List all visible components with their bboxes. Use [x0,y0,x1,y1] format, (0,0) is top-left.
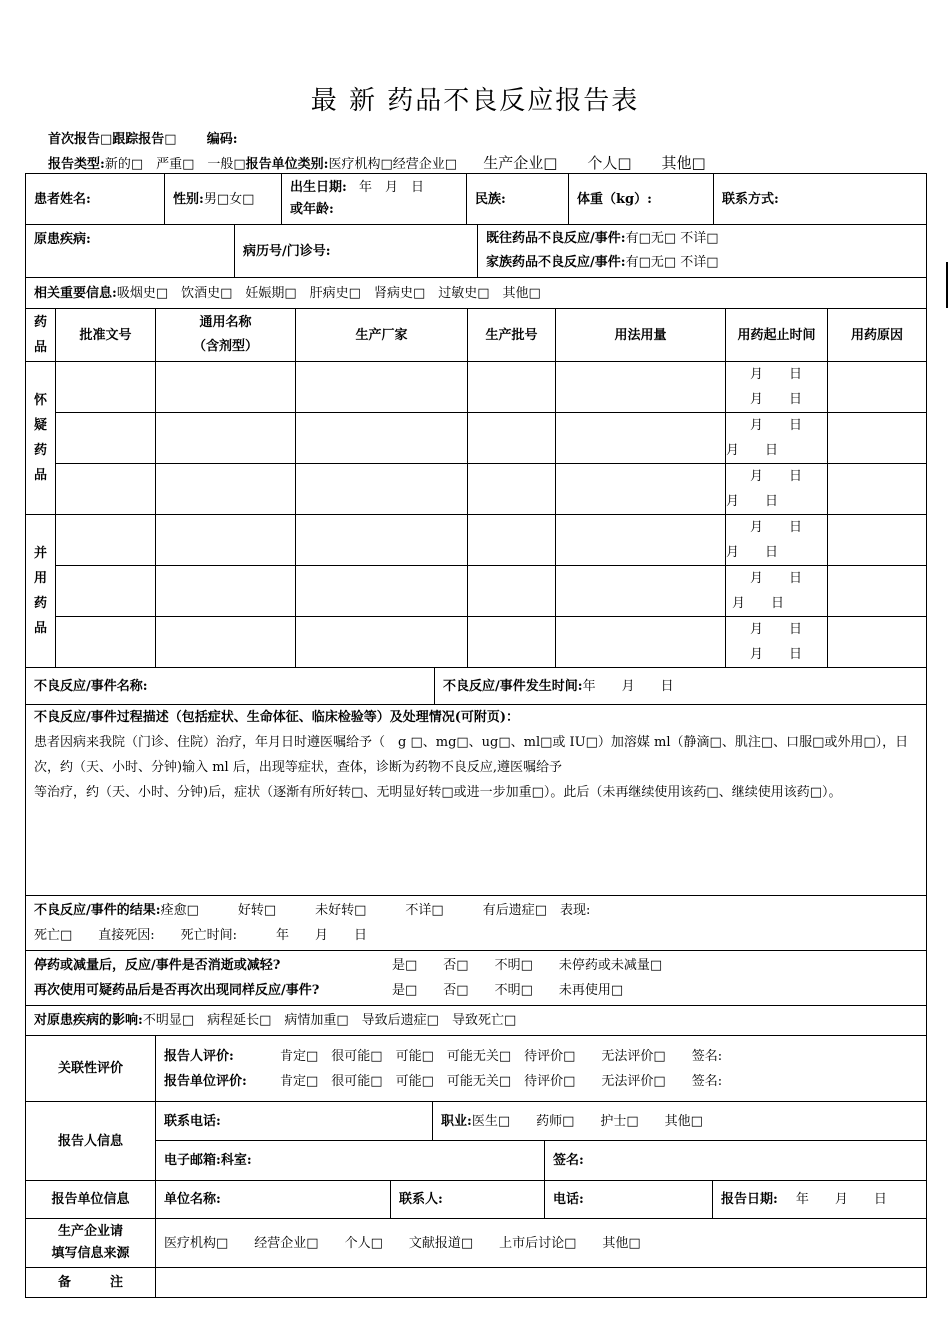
result-options[interactable]: 痊愈□ 好转□ 未好转□ 不详□ 有后遗症□ 表现: [160,903,591,918]
history-label: 相关重要信息: [34,285,117,301]
drug-date-cell[interactable]: 月 日 月 日 [726,566,828,617]
disease-label: 原患疾病: [26,225,235,277]
past-adr-options[interactable]: 有□无□ 不详□ [625,231,719,246]
sex-options[interactable]: 男□女□ [203,191,255,207]
remarks-label: 备 注 [26,1268,156,1298]
impact-label: 对原患疾病的影响: [34,1013,143,1028]
drug-cell[interactable] [156,566,296,617]
ethnic-label: 民族: [467,174,569,224]
unit-contact-label[interactable]: 联系人: [391,1181,545,1218]
drug-date-cell[interactable]: 月 日 月 日 [726,617,828,668]
form-title: 最 新 药品不良反应报告表 [310,86,640,116]
reaction-name-label: 不良反应/事件名称: [26,668,435,704]
drug-cell[interactable] [828,413,927,464]
drug-cell[interactable] [468,566,556,617]
drug-cell[interactable] [156,413,296,464]
rechallenge-options[interactable]: 是□ 否□ 不明□ 未再使用□ [392,983,624,998]
drug-cell[interactable] [296,413,468,464]
drug-cell[interactable] [56,362,156,413]
reaction-desc-label: 不良反应/事件过程描述（包括症状、生命体征、临床检验等）及处理情况(可附页)： [34,710,520,725]
family-adr-label: 家族药品不良反应/事件: [486,255,626,270]
col-approval: 批准文号 [56,309,156,362]
drug-cell[interactable] [156,362,296,413]
reporter-phone-label[interactable]: 联系电话: [156,1102,433,1140]
drug-cell[interactable] [56,464,156,515]
report-unit-label: 报告单位类别: [245,157,329,172]
report-date-fill[interactable]: 年 月 日 [795,1192,887,1207]
col-maker: 生产厂家 [296,309,468,362]
evaluation-label: 关联性评价 [26,1036,156,1102]
unit-eval-label: 报告单位评价: [164,1073,247,1089]
drug-cell[interactable] [56,566,156,617]
drug-cell[interactable] [468,413,556,464]
drug-cell[interactable] [468,464,556,515]
drug-cell[interactable] [556,362,726,413]
record-number-label: 病历号/门诊号: [235,225,478,277]
reaction-time-label: 不良反应/事件发生时间: [443,678,583,694]
source-label-2: 填写信息来源 [51,1246,130,1261]
report-type-label: 报告类型: [48,157,105,172]
code-label: 编码: [206,132,238,147]
drug-date-cell[interactable]: 月 日 月 日 [726,413,828,464]
report-date-label: 报告日期: [721,1192,778,1207]
drug-cell[interactable] [156,617,296,668]
col-batch: 生产批号 [468,309,556,362]
drug-cell[interactable] [556,617,726,668]
unit-phone-label[interactable]: 电话: [545,1181,713,1218]
col-time: 用药起止时间 [726,309,828,362]
drug-cell[interactable] [468,617,556,668]
drug-cell[interactable] [296,515,468,566]
reporter-info-label: 报告人信息 [26,1102,156,1181]
drug-cell[interactable] [56,617,156,668]
reporter-email-label[interactable]: 电子邮箱: [164,1153,221,1168]
edge-mark [946,262,948,308]
col-reason: 用药原因 [828,309,927,362]
concomitant-drug-label: 并 用 药 品 [26,515,56,668]
report-kind[interactable]: 首次报告□跟踪报告□ [48,132,177,147]
report-type-options[interactable]: 新的□ 严重□ 一般□ [104,157,246,172]
drug-cell[interactable] [56,413,156,464]
report-unit-more-options[interactable]: 生产企业□ 个人□ 其他□ [483,154,706,172]
drug-cell[interactable] [156,464,296,515]
contact-label: 联系方式: [722,191,779,207]
drug-cell[interactable] [556,515,726,566]
drug-date-cell[interactable]: 月 日 月 日 [726,464,828,515]
drug-cell[interactable] [556,464,726,515]
birth-date-fill[interactable]: 年 月 日 [358,180,424,195]
header-line-1 [48,128,238,147]
col-generic-sub: （含剂型） [192,339,258,354]
drug-cell[interactable] [468,515,556,566]
weight-label: 体重（kg）: [569,174,714,224]
reporter-eval-label: 报告人评价: [164,1048,234,1064]
dechallenge-question: 停药或减量后，反应/事件是否消逝或减轻? [34,958,281,973]
death-line[interactable]: 死亡□ 直接死因: 死亡时间: 年 月 日 [34,928,368,943]
drug-cell[interactable] [828,515,927,566]
reporter-job-options[interactable]: 医生□ 药师□ 护士□ 其他□ [471,1113,703,1129]
reporter-job-label: 职业: [441,1113,472,1129]
source-options[interactable]: 医疗机构□ 经营企业□ 个人□ 文献报道□ 上市后讨论□ 其他□ [156,1219,927,1268]
header-line-2 [48,152,706,173]
drug-cell[interactable] [56,515,156,566]
unit-name-label[interactable]: 单位名称: [156,1181,391,1218]
result-label: 不良反应/事件的结果: [34,903,161,918]
reaction-desc-paragraph-1[interactable]: 患者因病来我院（门诊、住院）治疗，年月日时遵医嘱给予（ g □、mg□、ug□、ml□或 IU□）加溶媒 ml（静滴□、肌注□、口服□或外用□），日次，约（天、小时、分钟)输入 ml 后，出现等症状，查体，诊断为药物不良反应,遵医嘱给予 [34,735,909,775]
drug-cell[interactable] [828,566,927,617]
reporter-dept-label[interactable]: 科室: [220,1153,252,1168]
rechallenge-question: 再次使用可疑药品后是否再次出现同样反应/事件? [34,983,320,998]
suspect-drug-label: 怀 疑 药 品 [26,362,56,515]
drug-cell[interactable] [296,617,468,668]
drug-cell[interactable] [828,362,927,413]
past-adr-label: 既往药品不良反应/事件: [486,231,626,246]
col-usage: 用法用量 [556,309,726,362]
drug-cell[interactable] [156,515,296,566]
drug-cell[interactable] [296,362,468,413]
birth-date-label: 出生日期: [290,180,347,195]
source-label-1: 生产企业请 [57,1224,123,1239]
drug-cell[interactable] [468,362,556,413]
drug-date-cell[interactable]: 月 日 月 日 [726,362,828,413]
sex-label: 性别: [173,191,204,207]
drug-cell[interactable] [828,464,927,515]
drug-cell[interactable] [296,464,468,515]
drug-cell[interactable] [296,566,468,617]
col-drug: 药 品 [26,309,56,362]
reporter-eval-options[interactable]: 肯定□ 很可能□ 可能□ 可能无关□ 待评价□ 无法评价□ 签名: [280,1048,723,1064]
reaction-desc-paragraph-2[interactable]: 等治疗，约（天、小时、分钟)后，症状（逐渐有所好转□、无明显好转□或进一步加重□）。此后（未再继续使用该药□、继续使用该药□）。 [34,785,842,800]
unit-info-label: 报告单位信息 [26,1181,156,1219]
reaction-time-fill[interactable]: 年 月 日 [582,678,674,694]
impact-options[interactable]: 不明显□ 病程延长□ 病情加重□ 导致后遗症□ 导致死亡□ [142,1013,517,1028]
drug-date-cell[interactable]: 月 日 月 日 [726,515,828,566]
unit-eval-options[interactable]: 肯定□ 很可能□ 可能□ 可能无关□ 待评价□ 无法评价□ 签名: [280,1073,723,1089]
drug-cell[interactable] [556,413,726,464]
col-generic: 通用名称 [199,315,252,330]
remarks-field[interactable] [156,1268,927,1298]
patient-name-label: 患者姓名: [26,174,165,224]
report-unit-options[interactable]: 医疗机构□经营企业□ [328,157,458,172]
adr-report-form [25,173,927,1298]
dechallenge-options[interactable]: 是□ 否□ 不明□ 未停药或未减量□ [392,958,663,973]
age-label: 或年龄: [290,202,334,217]
family-adr-options[interactable]: 有□无□ 不详□ [625,255,719,270]
reporter-sign-label[interactable]: 签名: [553,1153,584,1168]
drug-cell[interactable] [556,566,726,617]
drug-cell[interactable] [828,617,927,668]
history-options[interactable]: 吸烟史□ 饮酒史□ 妊娠期□ 肝病史□ 肾病史□ 过敏史□ 其他□ [116,285,541,301]
